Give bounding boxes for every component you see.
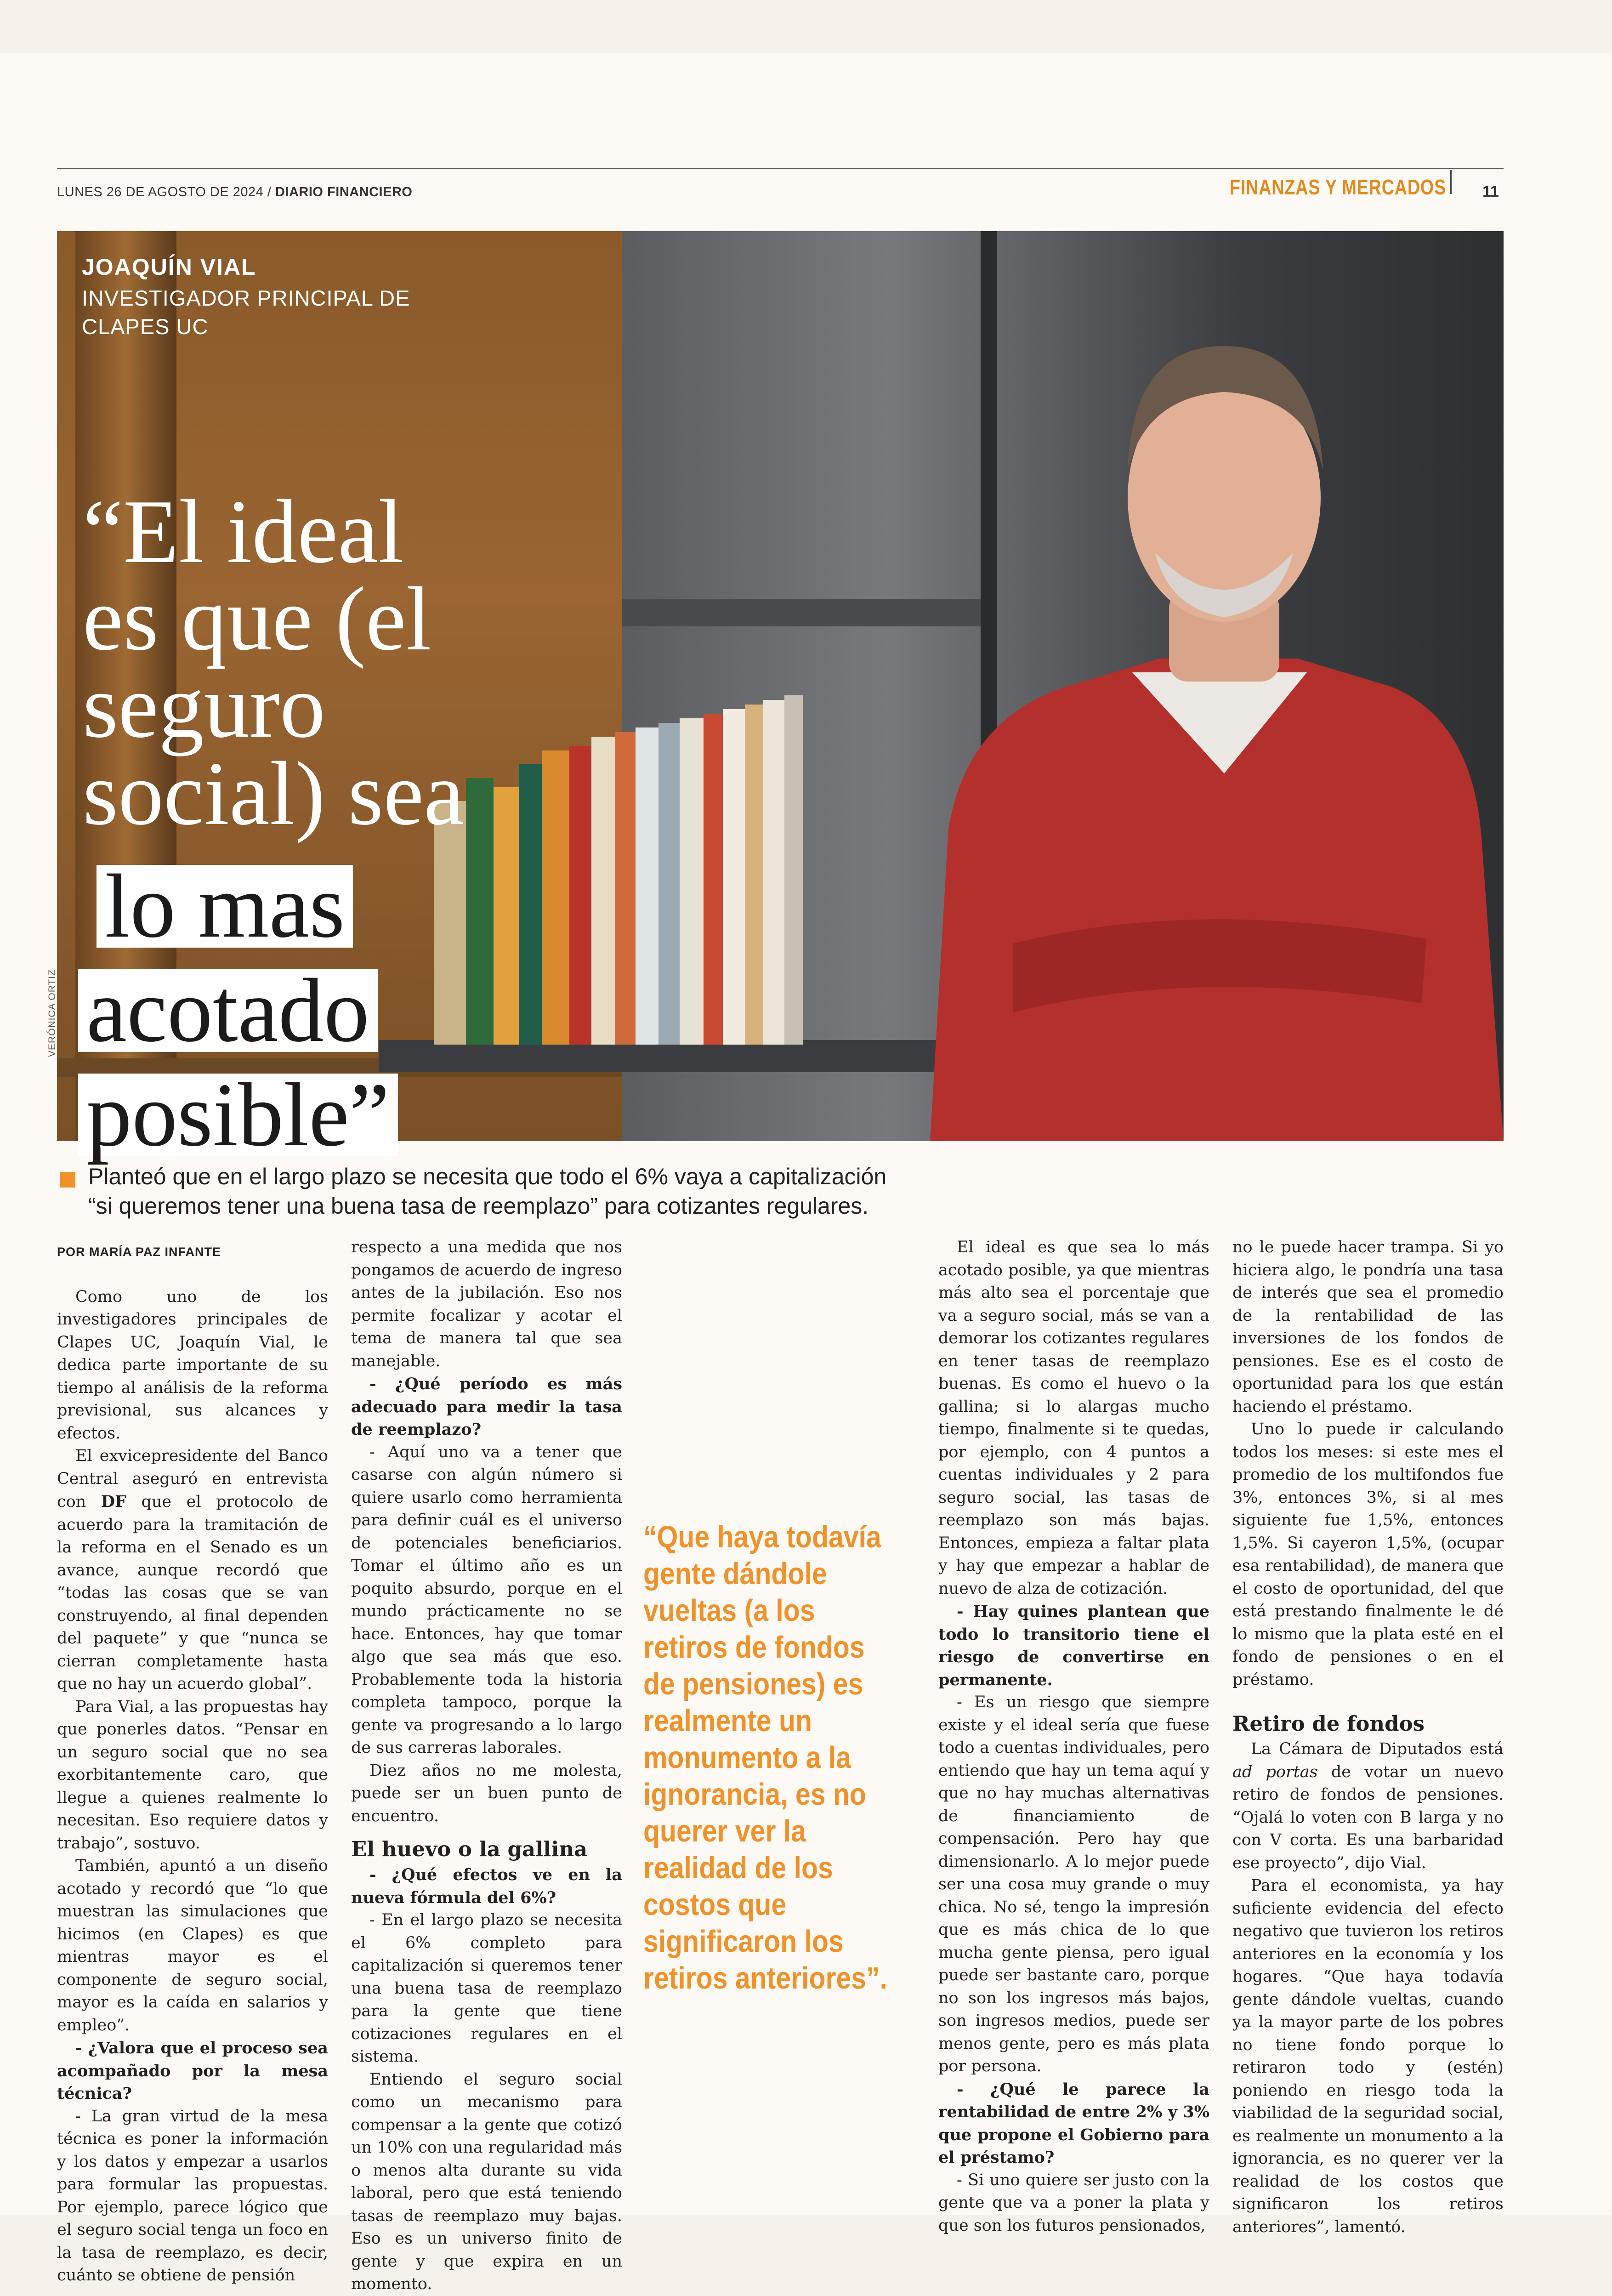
interviewee-name: JOAQUÍN VIAL (82, 254, 256, 280)
paragraph: - Si uno quiere ser justo con la gente que va a poner la plata y que son los futuros pensionados, (938, 2171, 1209, 2235)
paragraph: no le puede hacer trampa. Si yo hiciera algo, le pondría una tasa de interés que sea el promedio de la rentabilidad de las inversiones de los fondos de pensiones. Ese es el costo de oportunidad para los que están haciendo el préstamo. (1232, 1238, 1504, 1416)
article-column-1 (57, 1241, 328, 2287)
header-section: FINANZAS Y MERCADOS (1230, 175, 1447, 199)
paragraph: respecto a una medida que nos pongamos de acuerdo de ingreso antes de la jubilación. Eso nos permite focalizar y acotar el tema de manera tal que sea manejable. (351, 1238, 622, 1370)
interview-question: - Hay quines plantean que todo lo transitorio tiene el riesgo de convertirse en permanente. (938, 1602, 1209, 1689)
paragraph: - Aquí uno va a tener que casarse con algún número si quiere usarlo como herramienta para definir cuál es el universo de potenciales beneficiarios. Tomar el último año es un poquito absurdo, porque en el mundo prácticamente no se hace. Entonces, hay que tomar algo que sea más que eso. Probablemente toda la historia completa tampoco, porque la gente va progresando a lo largo de sus carreras laborales. (351, 1443, 622, 1757)
photo-credit: VERÓNICA ORTIZ (47, 969, 57, 1057)
paragraph: La Cámara de Diputados está ad portas de votar un nuevo retiro de fondos de pensiones. “Ojalá lo voten con B larga y no con V corta. Es una barbaridad ese proyecto”, dijo Vial. (1232, 1740, 1504, 1872)
article-column-2 (351, 1236, 622, 2296)
paragraph: El ideal es que sea lo más acotado posible, ya que mientras más alto sea el porcentaje que va a seguro social, más se van a demorar los cotizantes regulares en tener tasas de reemplazo buenas. Es como el huevo o la gallina; si lo alargas mucho tiempo, finalmente si te quedas, por ejemplo, con 4 puntos a cuentas individuales y 2 para seguro social, las tasas de reemplazo son más bajas. Entonces, empieza a faltar plata y hay que empezar a hablar de nuevo de alza de cotización. (938, 1238, 1209, 1598)
headline-line-1: “El ideal (83, 481, 404, 582)
header-paper: DIARIO FINANCIERO (275, 185, 413, 199)
interview-question: - ¿Qué le parece la rentabilidad de entre 2% y 3% que propone el Gobierno para el préstamo? (938, 2080, 1209, 2167)
paragraph: - Es un riesgo que siempre existe y el ideal sería que fuese todo a cuentas individuales, pero entiendo que hay un tema aquí y que no hay muchas alternativas de financiamiento de compensación. Pero hay que dimensionarlo. A lo mejor puede ser una cosa muy grande o muy chica. No sé, tengo la impresión que es más chica de lo que mucha gente piensa, pero igual puede ser bastante caro, porque no son los ingresos más bajos, son ingresos medios, puede ser menos gente, pero es más plata por persona. (938, 1693, 1209, 2075)
interview-question: - ¿Qué período es más adecuado para medir la tasa de reemplazo? (351, 1375, 622, 1439)
paragraph: También, apuntó a un diseño acotado y recordó que “lo que muestran las simulaciones que hicimos (en Clapes) es que mientras mayor es el componente de seguro social, mayor es la caída en salarios y empleo”. (57, 1857, 328, 2035)
paragraph: - La gran virtud de la mesa técnica es poner la información y los datos y empezar a usarlos para formular las propuestas. Por ejemplo, parece lógico que el seguro social tenga un foco en la tasa de reemplazo, es decir, cuánto se obtiene de pensión (57, 2107, 328, 2285)
header-date: LUNES 26 DE AGOSTO DE 2024 (57, 185, 264, 199)
interviewee-role: INVESTIGADOR PRINCIPAL DE CLAPES UC (82, 286, 410, 339)
interview-question: - ¿Qué efectos ve en la nueva fórmula del 6%? (351, 1865, 622, 1907)
header-divider (1450, 170, 1452, 194)
headline-line-4: social) sea (83, 743, 465, 844)
byline: POR MARÍA PAZ INFANTE (57, 1245, 221, 1259)
subhead: El huevo o la gallina (351, 1837, 588, 1861)
paragraph: - En el largo plazo se necesita el 6% completo para capitalización si queremos tener una buena tasa de reemplazo para la gente que tiene cotizaciones regulares en el sistema. (351, 1911, 622, 2066)
paragraph: Entiendo el seguro social como un mecanismo para compensar a la gente que cotizó un 10% con una regularidad más o menos alta durante su vida laboral, pero que está teniendo tasas de reemplazo muy bajas. Eso es un universo finito de gente y que expira en un momento. (351, 2070, 622, 2293)
headline-highlight (78, 854, 398, 1167)
lead-line-1: Planteó que en el largo plazo se necesita que todo el 6% vaya a capitalización (88, 1164, 887, 1189)
header-page-number: 11 (1482, 183, 1499, 200)
paragraph: Como uno de los investigadores principales de Clapes UC, Joaquín Vial, le dedica parte importante de su tiempo al análisis de la reforma previsional, sus alcances y efectos. (57, 1287, 328, 1443)
header-top-rule (57, 168, 1504, 169)
lead-line-2: “si queremos tener una buena tasa de reemplazo” para cotizantes regulares. (88, 1193, 869, 1219)
photo-man (875, 231, 1504, 1141)
paragraph: Uno lo puede ir calculando todos los meses: si este mes el promedio de los multifondos fue 3%, entonces 3%, si al mes siguiente fue 1,5%, entonces 1,5%. Si cayeron 1,5%, (ocupar esa rentabilidad), de manera que el costo de oportunidad, del que está prestando finalmente le dé lo mismo que la plata esté en el fondo de pensiones o en el préstamo. (1232, 1420, 1504, 1689)
paragraph: El exvicepresidente del Banco Central aseguró en entrevista con DF que el protocolo de acuerdo para la tramitación de la reforma en el Senado es un avance, aunque recordó que “todas las cosas que se van construyendo, al final dependen del paquete” y que “nunca se cierran completamente hasta que no hay un acuerdo global”. (57, 1447, 328, 1693)
headline (83, 481, 542, 844)
headline-hl-1: lo mas (96, 865, 353, 948)
paragraph: Para el economista, ya hay suficiente evidencia del efecto negativo que tuvieron los retiros anteriores en la economía y los hogares. “Que haya todavía gente dándole vueltas, cuando ya la mayor parte de los pobres no tiene fondo porque lo retiraron todo y (estén) poniendo en riesgo toda la viabilidad de la seguridad social, es realmente un monumento a la ignorancia, es no querer ver la realidad de los costos que significaron los retiros anteriores”, lamentó. (1232, 1876, 1504, 2236)
article-column-3 (938, 1236, 1209, 2237)
lead-text (88, 1162, 1191, 1221)
paragraph: Para Vial, a las propuestas hay que ponerles datos. “Pensar en un seguro social que no sea exorbitantemente caro, que llegue a quienes realmente lo necesitan. Eso requiere datos y trabajo”, sostuvo. (57, 1697, 328, 1853)
headline-hl-2: acotado (78, 969, 378, 1052)
headline-hl-3: posible” (78, 1074, 398, 1156)
subhead: Retiro de fondos (1232, 1711, 1425, 1736)
header-dateline: LUNES 26 DE AGOSTO DE 2024 / DIARIO FINANCIERO (57, 185, 413, 199)
lead-bullet (60, 1172, 75, 1188)
paragraph: Diez años no me molesta, puede ser un buen punto de encuentro. (351, 1761, 622, 1825)
headline-line-2: es que (el (83, 568, 431, 669)
article-column-4 (1232, 1236, 1504, 2239)
headline-line-3: seguro (83, 656, 325, 756)
pull-quote: “Que haya todavía gente dándole vueltas (a los retiros de fondos de pensiones) es realmente un monumento a la ignorancia, es no querer ver la realidad de los costos que significaron los retiros anteriores”. (643, 1520, 887, 1995)
interview-question: - ¿Valora que el proceso sea acompañado por la mesa técnica? (57, 2039, 328, 2103)
